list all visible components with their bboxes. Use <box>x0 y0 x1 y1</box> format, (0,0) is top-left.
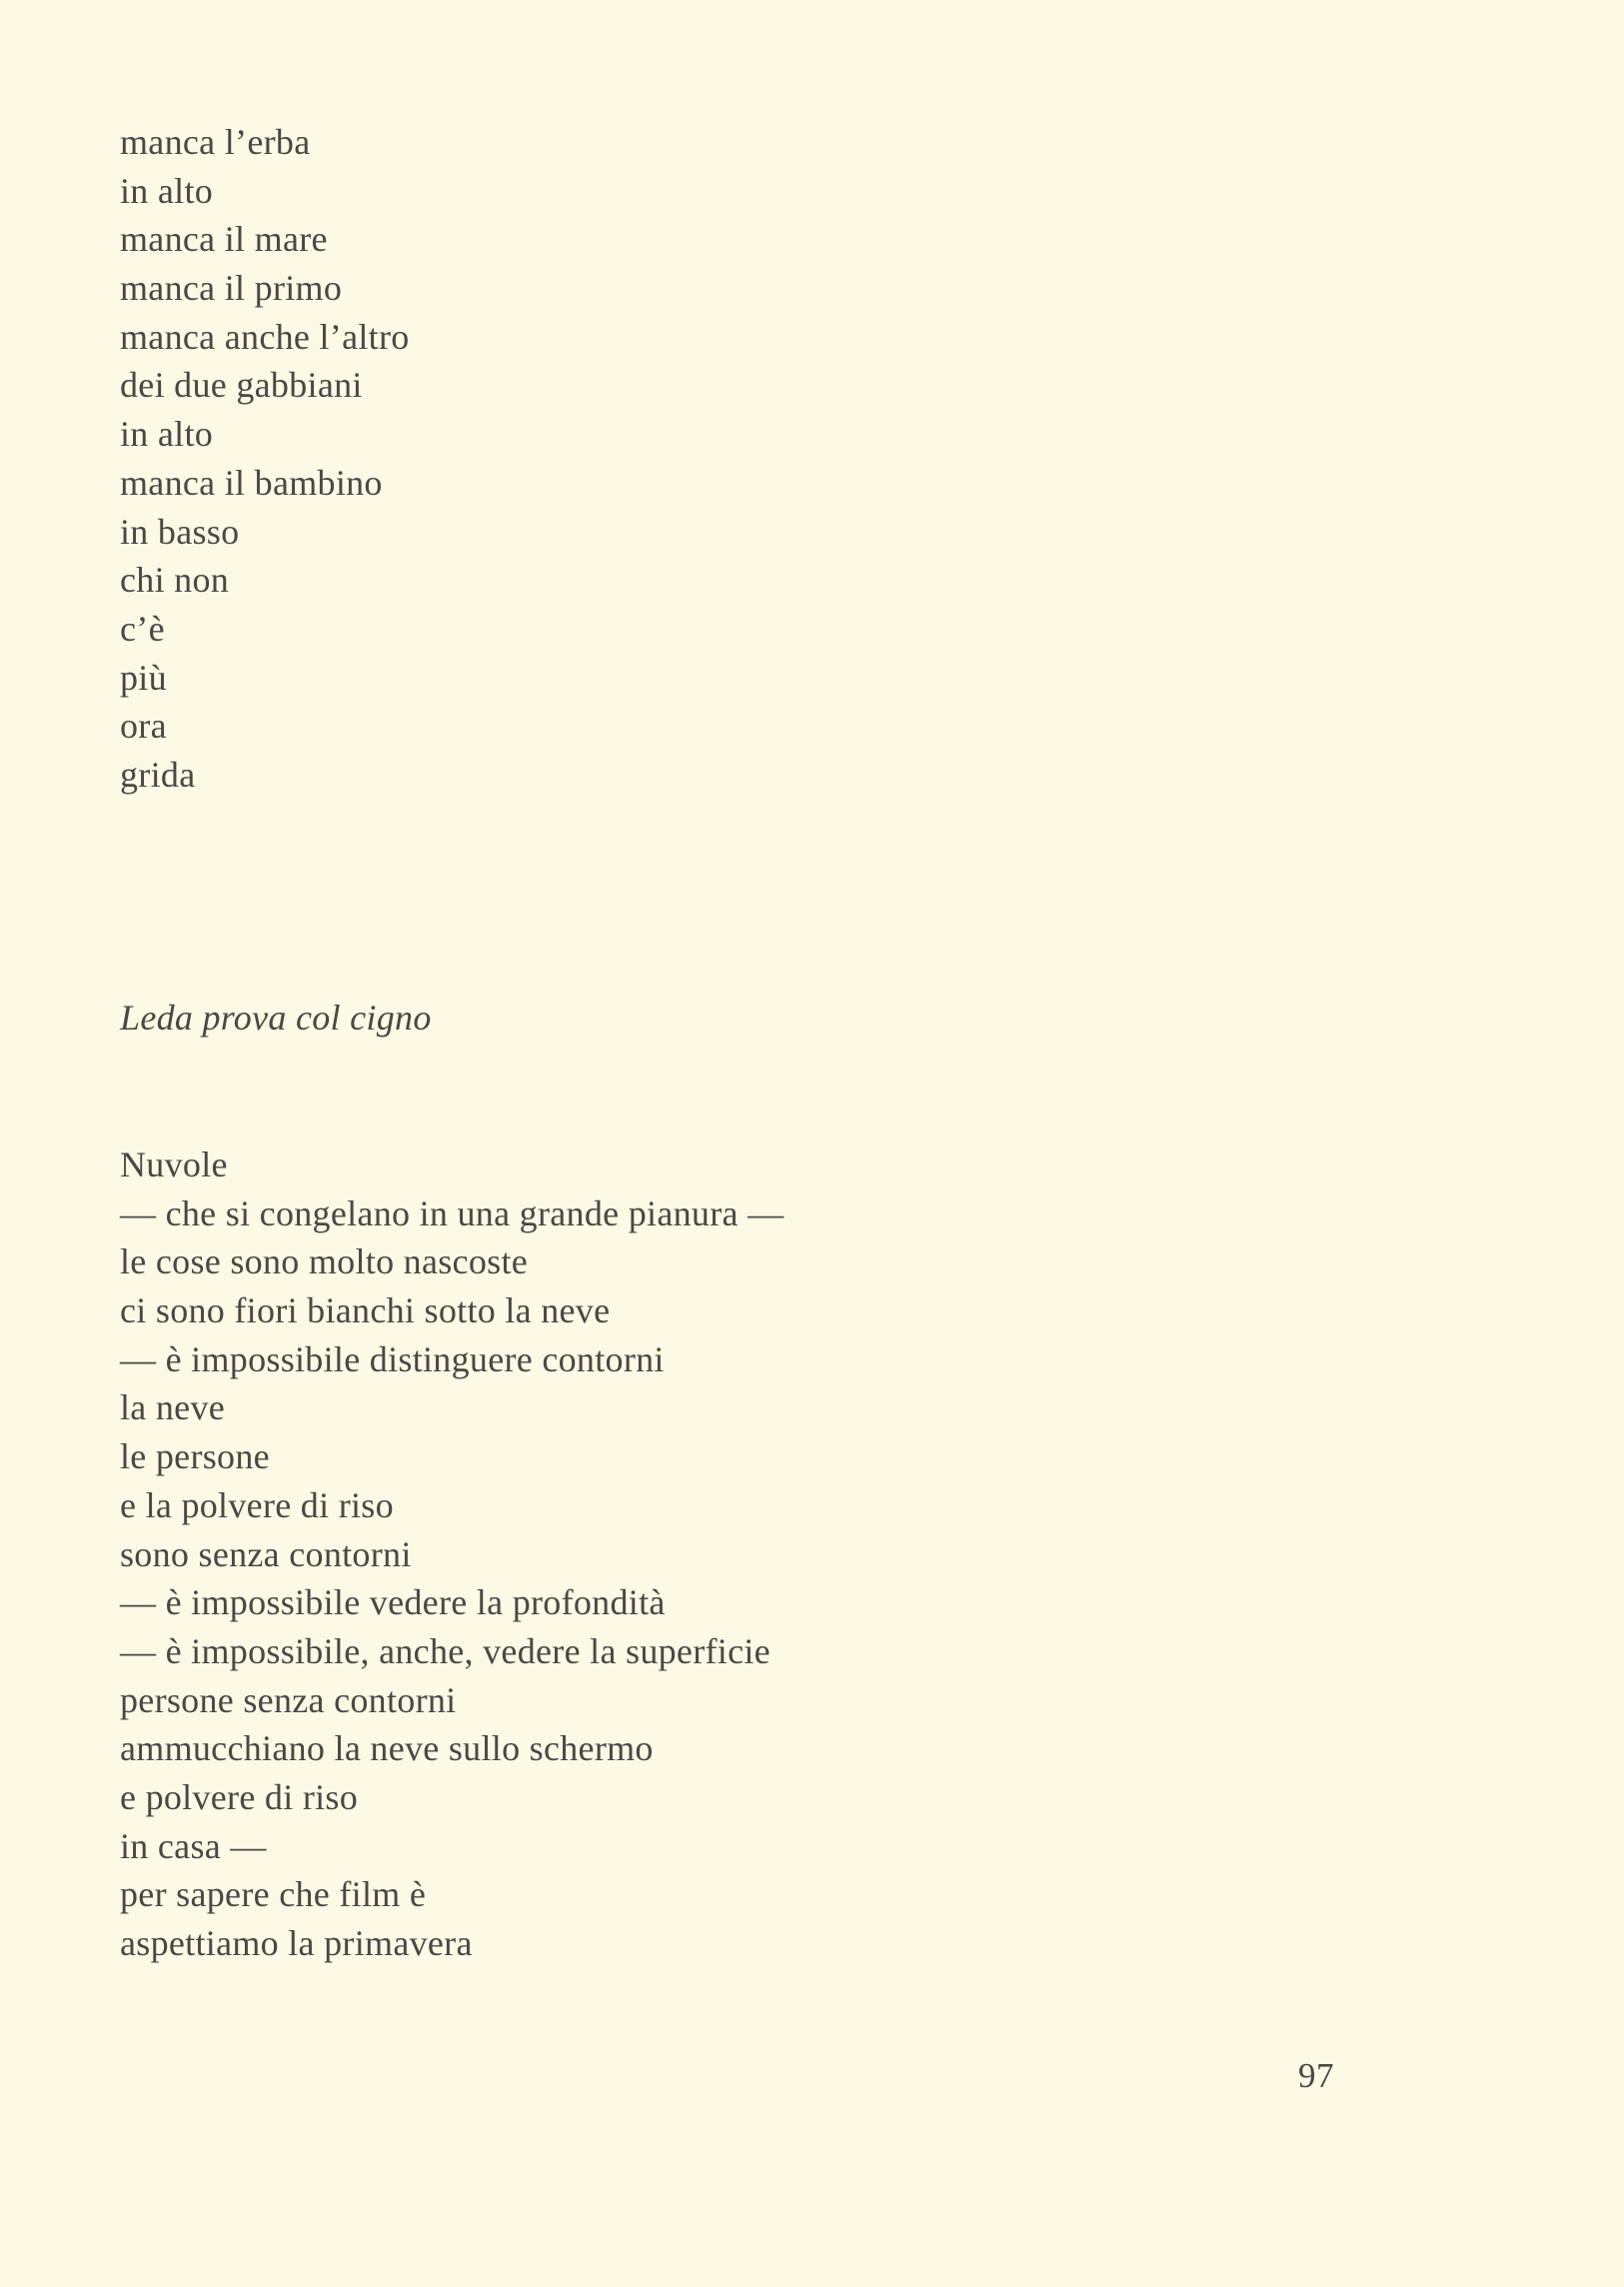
poem-line: ora <box>120 706 167 747</box>
poem-line: grida <box>120 754 196 795</box>
poem-line: in casa — <box>120 1825 267 1866</box>
poem-line: ci sono fiori bianchi sotto la neve <box>120 1290 611 1331</box>
poem-line: manca anche l’altro <box>120 316 410 357</box>
poem-line: in alto <box>120 414 214 455</box>
poem-line: Nuvole <box>120 1144 228 1184</box>
poem-line: le cose sono molto nascoste <box>120 1241 529 1282</box>
poem-line: le persone <box>120 1436 270 1477</box>
poem-leda <box>120 1141 784 1968</box>
poem-line: e polvere di riso <box>120 1776 359 1817</box>
poem-line: persone senza contorni <box>120 1679 457 1720</box>
poem-line: e la polvere di riso <box>120 1484 394 1525</box>
poem-line: in basso <box>120 511 240 552</box>
poem-line: manca il primo <box>120 268 343 309</box>
poem-line: per sapere che film è <box>120 1874 427 1915</box>
poem-line: chi non <box>120 560 230 601</box>
poem-line: sono senza contorni <box>120 1533 412 1574</box>
poem-title: Leda prova col cigno <box>120 998 432 1038</box>
poem-line: più <box>120 657 167 698</box>
poem-line: aspettiamo la primavera <box>120 1923 473 1963</box>
poem-line: dei due gabbiani <box>120 365 363 406</box>
poem-line: manca il mare <box>120 219 328 260</box>
poem-line: — è impossibile vedere la profondità <box>120 1582 666 1623</box>
poem-line: — che si congelano in una grande pianura — <box>120 1192 785 1233</box>
poem-line: manca il bambino <box>120 462 383 503</box>
poem-line: la neve <box>120 1387 226 1428</box>
page-number: 97 <box>1298 2056 1334 2095</box>
poem-line: in alto <box>120 170 214 211</box>
poem-line: c’è <box>120 608 165 649</box>
poem-line: manca l’erba <box>120 122 311 162</box>
poem-continued <box>120 118 410 800</box>
poem-line: ammucchiano la neve sullo schermo <box>120 1728 654 1769</box>
poem-line: — è impossibile distinguere contorni <box>120 1338 665 1379</box>
poem-line: — è impossibile, anche, vedere la superficie <box>120 1630 771 1671</box>
